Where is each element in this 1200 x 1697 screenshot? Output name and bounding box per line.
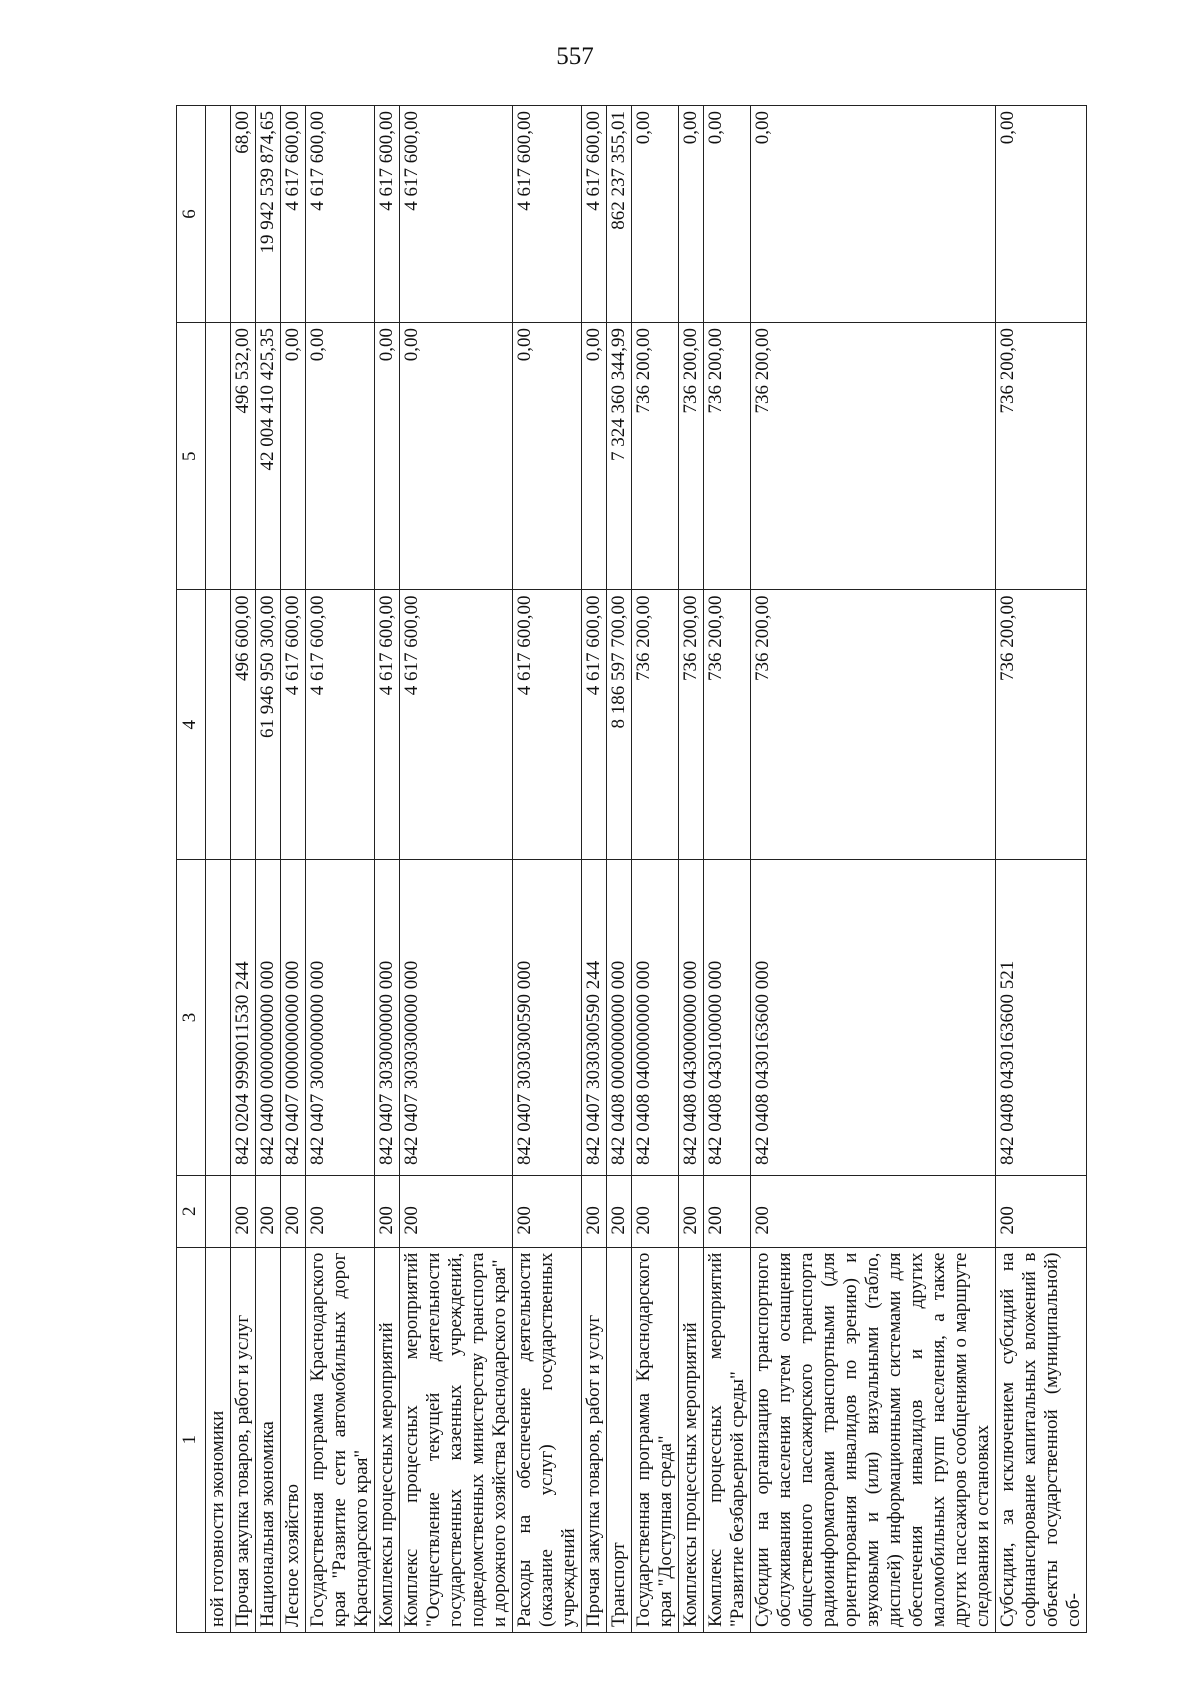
row-name-cell: Национальная экономика xyxy=(256,1247,281,1632)
row-name-cell: Государственная программа Краснодарского края "Доступная среда" xyxy=(632,1247,679,1632)
row-amount-planned-cell: 736 200,00 xyxy=(632,590,679,860)
row-col2-cell: 200 xyxy=(996,1175,1087,1247)
row-amount-remaining-cell: 19 942 539 874,65 xyxy=(256,106,281,323)
row-code-cell: 842 0408 0400000000 000 xyxy=(632,860,679,1176)
row-amount-planned-cell: 4 617 600,00 xyxy=(281,590,306,860)
row-code-cell: 842 0408 0430163600 521 xyxy=(996,860,1087,1176)
table-row xyxy=(256,106,281,1633)
row-amount-remaining-cell: 68,00 xyxy=(231,106,256,323)
row-col2-cell: 200 xyxy=(400,1175,513,1247)
row-amount-planned-cell: 736 200,00 xyxy=(751,590,996,860)
row-name-cell: Комплексы процессных мероприятий xyxy=(375,1247,400,1632)
row-code-cell: 842 0408 0000000000 000 xyxy=(607,860,632,1176)
table-body xyxy=(206,106,1087,1633)
row-code-cell: 842 0408 0430100000 000 xyxy=(704,860,751,1176)
table-row xyxy=(751,106,996,1633)
row-amount-executed-cell: 736 200,00 xyxy=(751,322,996,589)
row-amount-remaining-cell: 4 617 600,00 xyxy=(375,106,400,323)
row-code-cell: 842 0407 3030300590 000 xyxy=(513,860,582,1176)
row-amount-planned-cell: 736 200,00 xyxy=(679,590,704,860)
row-amount-executed-cell: 0,00 xyxy=(375,322,400,589)
row-col2-cell: 200 xyxy=(375,1175,400,1247)
row-amount-planned-cell: 4 617 600,00 xyxy=(582,590,607,860)
row-code-cell: 842 0407 3030300590 244 xyxy=(582,860,607,1176)
row-code-cell: 842 0407 3030000000 000 xyxy=(375,860,400,1176)
row-amount-planned-cell: 4 617 600,00 xyxy=(400,590,513,860)
row-name-cell: Комплексы процессных мероприятий xyxy=(679,1247,704,1632)
row-amount-executed-cell: 736 200,00 xyxy=(704,322,751,589)
row-code-cell: 842 0407 3030300000 000 xyxy=(400,860,513,1176)
row-amount-planned-cell: 4 617 600,00 xyxy=(375,590,400,860)
table-row xyxy=(281,106,306,1633)
row-amount-remaining-cell xyxy=(206,106,231,323)
row-amount-executed-cell: 42 004 410 425,35 xyxy=(256,322,281,589)
column-header: 2 xyxy=(177,1175,206,1247)
row-amount-remaining-cell: 0,00 xyxy=(632,106,679,323)
row-amount-remaining-cell: 0,00 xyxy=(679,106,704,323)
row-amount-planned-cell: 61 946 950 300,00 xyxy=(256,590,281,860)
row-col2-cell: 200 xyxy=(582,1175,607,1247)
row-amount-planned-cell: 4 617 600,00 xyxy=(513,590,582,860)
row-amount-planned-cell: 4 617 600,00 xyxy=(306,590,375,860)
column-header: 3 xyxy=(177,860,206,1176)
table-row xyxy=(206,106,231,1633)
row-name-cell: Прочая закупка товаров, работ и услуг xyxy=(231,1247,256,1632)
row-name-cell: Расходы на обеспечение деятельности (оказание услуг) государственных учреждений xyxy=(513,1247,582,1632)
row-amount-executed-cell: 0,00 xyxy=(582,322,607,589)
table-row xyxy=(306,106,375,1633)
row-col2-cell: 200 xyxy=(281,1175,306,1247)
row-code-cell xyxy=(206,860,231,1176)
row-name-cell: Субсидии на организацию транспортного обслуживания населения путем оснащения общественного пассажирского транспорта радиоинформаторами транспортными (для ориентирования инвалидов по зрению) и звуковыми и (или) визуальными (табло, дисплей) информационными системами для обеспечения инвалидов и других маломобильных групп населения, а также других пассажиров сообщениями о маршруте следования и остановках xyxy=(751,1247,996,1632)
column-header: 6 xyxy=(177,106,206,323)
table-row xyxy=(679,106,704,1633)
row-code-cell: 842 0400 0000000000 000 xyxy=(256,860,281,1176)
row-amount-remaining-cell: 4 617 600,00 xyxy=(582,106,607,323)
row-name-cell: ной готовности экономики xyxy=(206,1247,231,1632)
row-amount-planned-cell: 736 200,00 xyxy=(996,590,1087,860)
table-header-row xyxy=(177,106,206,1633)
row-name-cell: Субсидии, за исключением субсидий на софинансирование капитальных вложений в объекты государственной (муниципальной) соб- xyxy=(996,1247,1087,1632)
table-row xyxy=(632,106,679,1633)
column-header: 5 xyxy=(177,322,206,589)
row-col2-cell: 200 xyxy=(306,1175,375,1247)
row-amount-executed-cell: 7 324 360 344,99 xyxy=(607,322,632,589)
row-code-cell: 842 0407 0000000000 000 xyxy=(281,860,306,1176)
row-amount-executed-cell: 496 532,00 xyxy=(231,322,256,589)
row-amount-remaining-cell: 0,00 xyxy=(751,106,996,323)
row-col2-cell: 200 xyxy=(513,1175,582,1247)
row-col2-cell: 200 xyxy=(751,1175,996,1247)
row-col2-cell: 200 xyxy=(607,1175,632,1247)
row-name-cell: Комплекс процессных мероприятий "Осуществление текущей деятельности государственных казенных учреждений, подведомственных министерству транспорта и дорожного хозяйства Краснодарского края" xyxy=(400,1247,513,1632)
budget-table-frame xyxy=(176,105,1084,1633)
table-row xyxy=(231,106,256,1633)
table-row xyxy=(607,106,632,1633)
row-amount-planned-cell: 496 600,00 xyxy=(231,590,256,860)
row-amount-executed-cell: 0,00 xyxy=(281,322,306,589)
page-number: 557 xyxy=(556,43,594,70)
row-amount-executed-cell: 0,00 xyxy=(513,322,582,589)
row-amount-executed-cell: 0,00 xyxy=(306,322,375,589)
table-row xyxy=(704,106,751,1633)
row-col2-cell: 200 xyxy=(632,1175,679,1247)
column-header: 4 xyxy=(177,590,206,860)
row-amount-remaining-cell: 0,00 xyxy=(704,106,751,323)
row-amount-planned-cell xyxy=(206,590,231,860)
table-row xyxy=(996,106,1087,1633)
table-row xyxy=(513,106,582,1633)
row-amount-planned-cell: 8 186 597 700,00 xyxy=(607,590,632,860)
row-amount-remaining-cell: 0,00 xyxy=(996,106,1087,323)
row-col2-cell: 200 xyxy=(679,1175,704,1247)
row-name-cell: Прочая закупка товаров, работ и услуг xyxy=(582,1247,607,1632)
row-code-cell: 842 0407 3000000000 000 xyxy=(306,860,375,1176)
row-amount-executed-cell: 736 200,00 xyxy=(996,322,1087,589)
row-amount-executed-cell: 0,00 xyxy=(400,322,513,589)
row-name-cell: Комплекс процессных мероприятий "Развитие безбарьерной среды" xyxy=(704,1247,751,1632)
row-col2-cell: 200 xyxy=(231,1175,256,1247)
budget-table xyxy=(176,105,1087,1633)
row-name-cell: Лесное хозяйство xyxy=(281,1247,306,1632)
row-amount-remaining-cell: 4 617 600,00 xyxy=(306,106,375,323)
row-code-cell: 842 0204 9990011530 244 xyxy=(231,860,256,1176)
row-code-cell: 842 0408 0430000000 000 xyxy=(679,860,704,1176)
row-amount-remaining-cell: 4 617 600,00 xyxy=(513,106,582,323)
row-col2-cell: 200 xyxy=(704,1175,751,1247)
column-header: 1 xyxy=(177,1247,206,1632)
row-amount-executed-cell: 736 200,00 xyxy=(632,322,679,589)
budget-table-rotated xyxy=(176,105,1084,1633)
row-amount-remaining-cell: 862 237 355,01 xyxy=(607,106,632,323)
row-amount-planned-cell: 736 200,00 xyxy=(704,590,751,860)
row-amount-executed-cell xyxy=(206,322,231,589)
row-name-cell: Транспорт xyxy=(607,1247,632,1632)
table-row xyxy=(375,106,400,1633)
row-amount-remaining-cell: 4 617 600,00 xyxy=(400,106,513,323)
row-name-cell: Государственная программа Краснодарского края "Развитие сети автомобильных дорог Краснодарского края" xyxy=(306,1247,375,1632)
table-row xyxy=(582,106,607,1633)
row-amount-executed-cell: 736 200,00 xyxy=(679,322,704,589)
row-col2-cell: 200 xyxy=(256,1175,281,1247)
row-amount-remaining-cell: 4 617 600,00 xyxy=(281,106,306,323)
row-code-cell: 842 0408 0430163600 000 xyxy=(751,860,996,1176)
row-col2-cell xyxy=(206,1175,231,1247)
table-row xyxy=(400,106,513,1633)
